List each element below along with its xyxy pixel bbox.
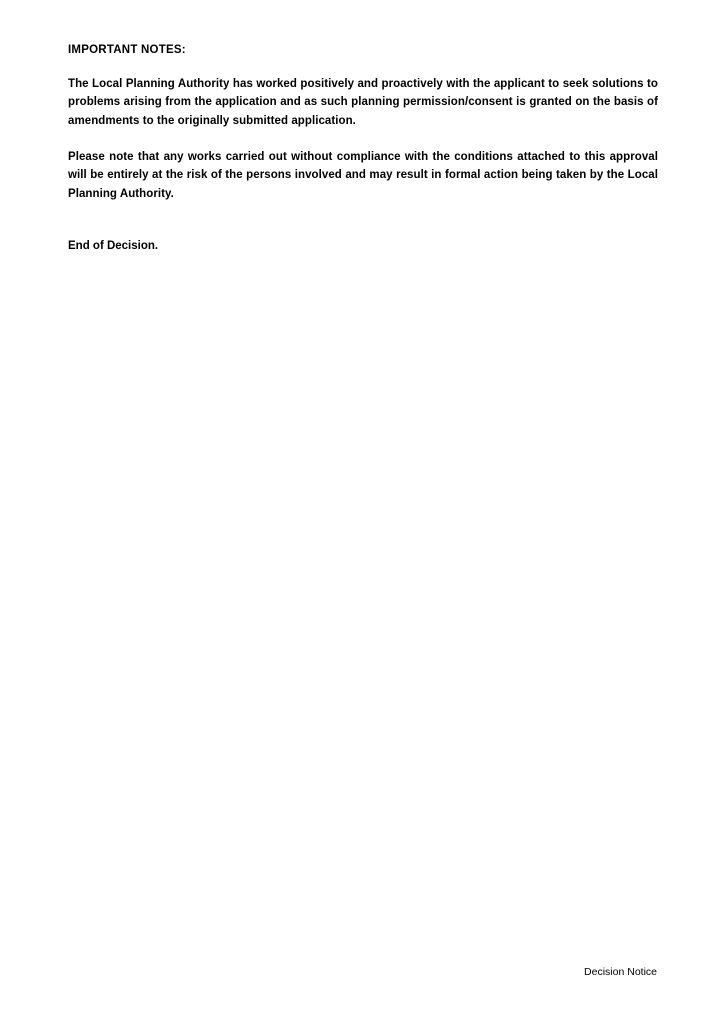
- page-footer: Decision Notice: [584, 966, 657, 978]
- paragraph-positive-proactive-working: The Local Planning Authority has worked positively and proactively with the applicant to seek solutions to problems arising from the application and as such planning permission/consent is granted on the basis of amendments to the originally submitted application.: [68, 77, 658, 127]
- paragraph-spacer: [68, 220, 658, 238]
- important-notes-heading: IMPORTANT NOTES:: [68, 44, 186, 56]
- document-body: [68, 42, 658, 256]
- end-of-decision-text: End of Decision.: [68, 240, 159, 253]
- paragraph-compliance-warning: Please note that any works carried out without compliance with the conditions attached to this approval will be entirely at the risk of the persons involved and may result in formal action being taken by the Local Planning Authority.: [68, 150, 658, 200]
